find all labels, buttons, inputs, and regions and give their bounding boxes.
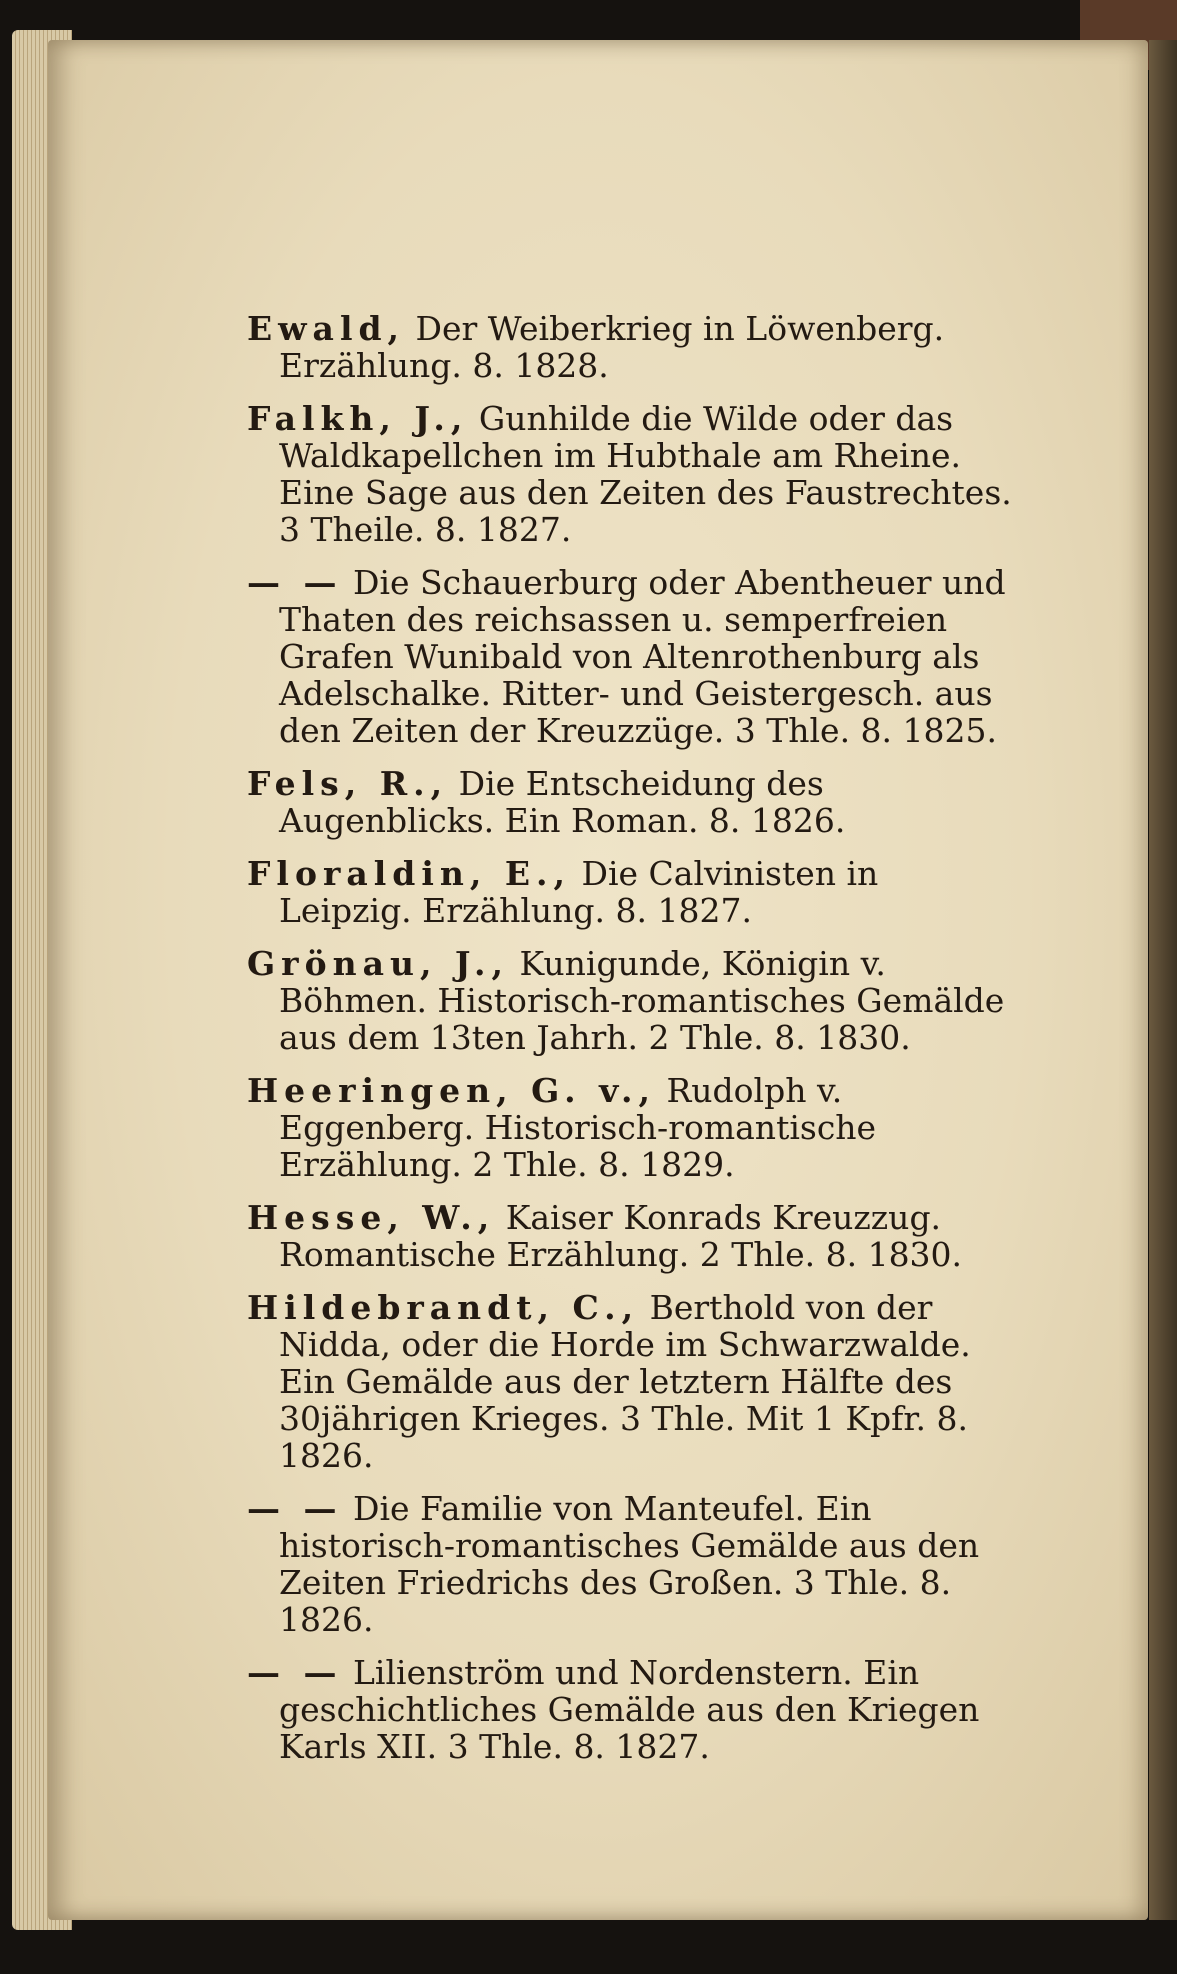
catalog-entry	[247, 1199, 1017, 1273]
catalog-entry	[247, 765, 1017, 839]
catalog-entry	[247, 945, 1017, 1056]
entry-text: Der Weiberkrieg in Löwenberg. Erzählung. 8. 1828.	[279, 309, 945, 385]
catalog-entry	[247, 1289, 1017, 1474]
entry-author: Grönau, J.,	[247, 944, 509, 983]
entry-author: — —	[247, 1653, 343, 1692]
entry-author: Hildebrandt, C.,	[247, 1288, 640, 1327]
entry-text: Rudolph v. Eggenberg. Historisch-romantische Erzählung. 2 Thle. 8. 1829.	[279, 1071, 877, 1184]
entry-author: — —	[247, 1489, 343, 1528]
entry-text: Die Entscheidung des Augenblicks. Ein Roman. 8. 1826.	[279, 764, 846, 840]
entry-text: Die Familie von Manteufel. Ein historisch-romantisches Gemälde aus den Zeiten Friedrichs des Großen. 3 Thle. 8. 1826.	[279, 1489, 980, 1639]
catalog-entry	[247, 400, 1017, 548]
entry-author: Heeringen, G. v.,	[247, 1071, 656, 1110]
entry-author: Falkh, J.,	[247, 399, 469, 438]
catalog-entry	[247, 855, 1017, 929]
entry-author: Floraldin, E.,	[247, 854, 571, 893]
entry-author: — —	[247, 563, 343, 602]
catalog-entry	[247, 1490, 1017, 1638]
entry-text: Die Calvinisten in Leipzig. Erzählung. 8. 1827.	[279, 854, 879, 930]
entry-text: Gunhilde die Wilde oder das Waldkapellchen im Hubthale am Rheine. Eine Sage aus den Zeiten des Faustrechtes. 3 Theile. 8. 1827.	[279, 399, 1012, 549]
entry-text: Kaiser Konrads Kreuzzug. Romantische Erzählung. 2 Thle. 8. 1830.	[279, 1198, 963, 1274]
entry-author: Ewald,	[247, 309, 406, 348]
entry-author: Fels, R.,	[247, 764, 449, 803]
entry-text: Berthold von der Nidda, oder die Horde im Schwarzwalde. Ein Gemälde aus der letztern Hälfte des 30jährigen Krieges. 3 Thle. Mit 1 Kpfr. 8. 1826.	[279, 1288, 971, 1475]
catalog-entry	[247, 1072, 1017, 1183]
entry-text: Die Schauerburg oder Abentheuer und Thaten des reichsassen u. semperfreien Grafen Wunibald von Altenrothenburg als Adelschalke. Ritter- und Geistergesch. aus den Zeiten der Kreuzzüge. 3 Thle. 8. 1825.	[279, 563, 1006, 750]
catalog-entry	[247, 310, 1017, 384]
catalog-entry	[247, 564, 1017, 749]
book-gutter-shadow	[1149, 40, 1177, 1920]
entry-text: Kunigunde, Königin v. Böhmen. Historisch-romantisches Gemälde aus dem 13ten Jahrh. 2 Thle. 8. 1830.	[279, 944, 1005, 1057]
entry-author: Hesse, W.,	[247, 1198, 496, 1237]
entry-text: Lilienström und Nordenstern. Ein geschichtliches Gemälde aus den Kriegen Karls XII. 3 Thle. 8. 1827.	[279, 1653, 980, 1766]
catalog-entry	[247, 1654, 1017, 1765]
catalog-entries	[247, 310, 1017, 1781]
